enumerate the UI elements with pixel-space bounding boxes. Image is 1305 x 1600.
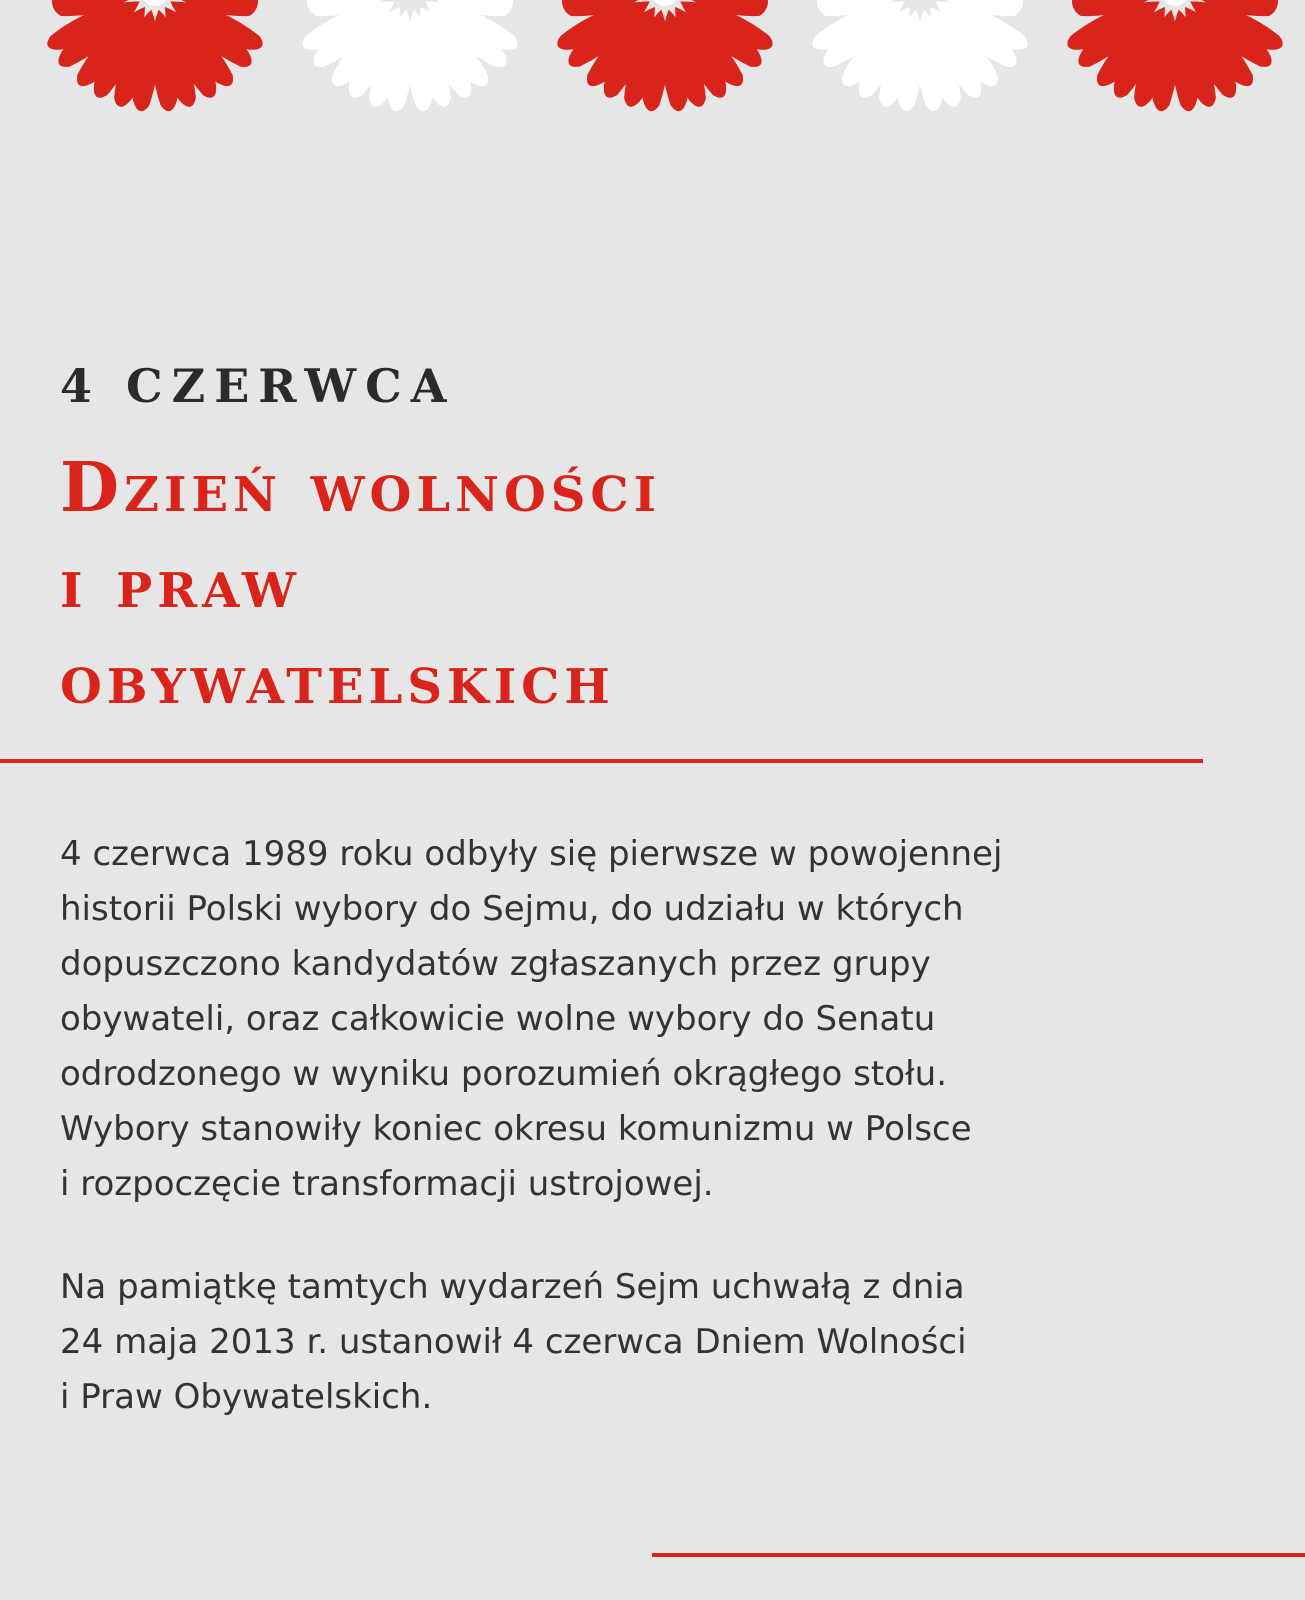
paragraph-line: 4 czerwca 1989 roku odbyły się pierwsze w powojennej	[60, 834, 1003, 874]
title-divider	[0, 759, 1203, 763]
flower-icon	[298, 0, 521, 113]
flower-icon	[43, 0, 266, 113]
flower-icon	[808, 0, 1031, 113]
paragraph-line: Na pamiątkę tamtych wydarzeń Sejm uchwałą z dnia	[60, 1267, 965, 1307]
title-line-3: obywatelskich	[60, 640, 615, 720]
paragraph-line: i rozpoczęcie transformacji ustrojowej.	[60, 1164, 714, 1204]
date-heading: 4 CZERWCA	[60, 359, 456, 413]
paragraph-history	[60, 827, 1002, 1212]
paragraph-line: Wybory stanowiły koniec okresu komunizmu w Polsce	[60, 1109, 972, 1149]
paragraph-line: i Praw Obywatelskich.	[60, 1377, 433, 1417]
flower-icon	[553, 0, 776, 113]
paragraph-line: obywateli, oraz całkowicie wolne wybory do Senatu	[60, 999, 936, 1039]
flower-icon	[1063, 0, 1286, 113]
paragraph-line: historii Polski wybory do Sejmu, do udziału w których	[60, 889, 964, 929]
footer-divider	[652, 1553, 1305, 1557]
paragraph-line: 24 maja 2013 r. ustanowił 4 czerwca Dniem Wolności	[60, 1322, 967, 1362]
paragraph-line: dopuszczono kandydatów zgłaszanych przez grupy	[60, 944, 931, 984]
paragraph-commemoration	[60, 1260, 967, 1425]
flower-border	[0, 0, 1305, 130]
page-title	[60, 440, 661, 728]
paragraph-line: odrodzonego w wyniku porozumień okrągłego stołu.	[60, 1054, 948, 1094]
title-line-2: i praw	[60, 544, 301, 624]
title-line-1: Dzień wolności	[60, 448, 662, 528]
